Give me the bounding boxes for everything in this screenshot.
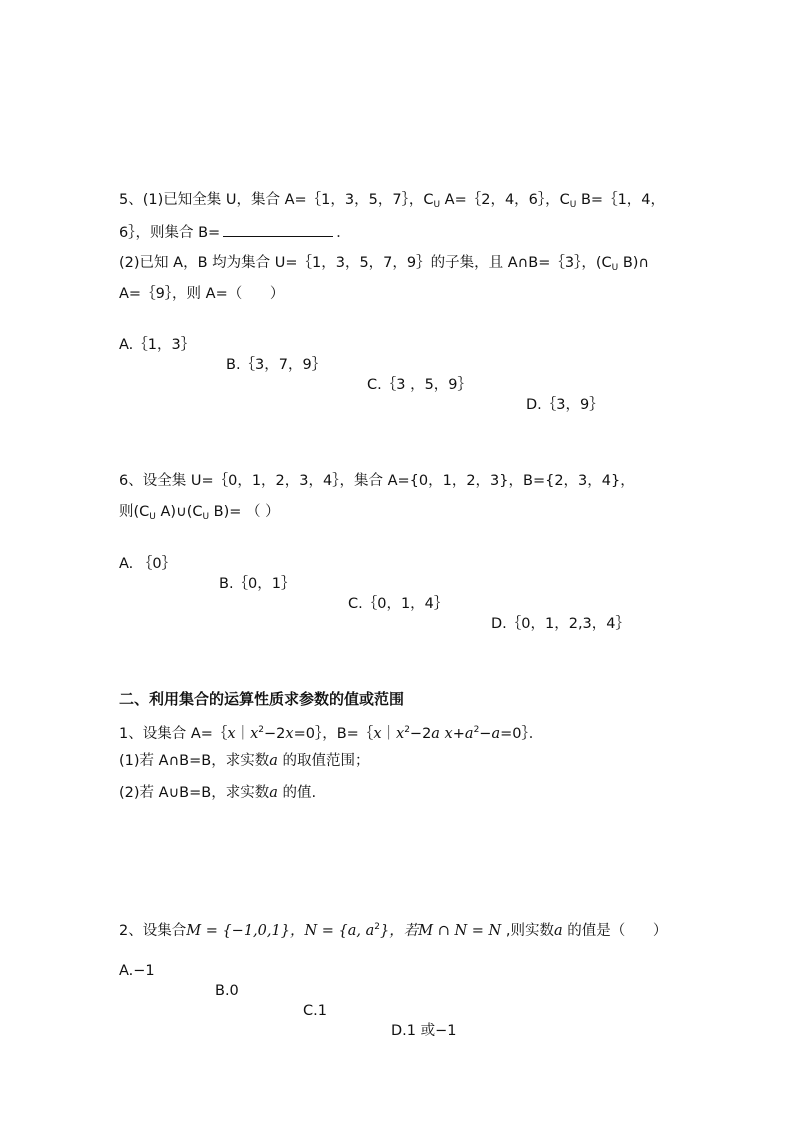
q5-line-1-text: 5、(1)已知全集 U，集合 A=｛1，3，5，7｝，C bbox=[119, 192, 434, 208]
var-a: a bbox=[347, 923, 357, 939]
p2-text: 的值是（ ） bbox=[562, 923, 668, 939]
q5-line-3-text-b: B)∩ bbox=[618, 255, 650, 271]
var-a: a bbox=[365, 923, 375, 939]
q5-line-1 bbox=[119, 190, 665, 215]
p2-text: ∩ bbox=[433, 923, 455, 939]
complement-subscript: U bbox=[202, 512, 210, 522]
var-x: x bbox=[250, 726, 259, 742]
p2-text: ,则实数 bbox=[501, 923, 554, 939]
q5-line-2-text: 6｝，则集合 B= bbox=[119, 225, 221, 241]
q6-option-b[interactable]: B.｛0，1｝ bbox=[219, 576, 296, 592]
p1-text: ｜ bbox=[235, 726, 251, 742]
var-x: x bbox=[396, 726, 405, 742]
p1-text: −2 bbox=[409, 726, 432, 742]
q5-line-4: A=｛9｝，则 A=（ ） bbox=[119, 286, 285, 302]
p2-option-d[interactable]: D.1 或−1 bbox=[391, 1023, 457, 1039]
q5-option-c[interactable]: C.｛3 ，5，9｝ bbox=[367, 377, 473, 393]
q5-line-2-end: ． bbox=[336, 225, 351, 241]
p2-set-m: = {−1,0,1}， bbox=[201, 923, 305, 939]
p2-text: = { bbox=[317, 923, 348, 939]
var-N: N bbox=[304, 923, 318, 939]
q6-option-a[interactable]: A. ｛0｝ bbox=[119, 556, 177, 572]
q5-option-b[interactable]: B.｛3，7，9｝ bbox=[226, 357, 327, 373]
var-M: M bbox=[418, 923, 434, 939]
var-a: a bbox=[431, 726, 440, 742]
p2-text: }，若 bbox=[380, 923, 419, 939]
var-a: a bbox=[553, 923, 563, 939]
p1-text: ｜ bbox=[381, 726, 396, 742]
q6-options bbox=[119, 534, 631, 634]
p1-text: 1、设集合 A=｛ bbox=[119, 726, 228, 742]
complement-subscript: U bbox=[569, 200, 577, 210]
q5-line-1-text-c: B=｛1，4， bbox=[576, 192, 666, 208]
p1-part-1-text-b: 的取值范围； bbox=[277, 753, 370, 769]
p2-text: 2、设集合 bbox=[119, 923, 187, 939]
section-2-title: 二、利用集合的运算性质求参数的值或范围 bbox=[119, 690, 405, 708]
q5-line-1-text-b: A=｛2，4，6｝，C bbox=[440, 192, 570, 208]
p2-options bbox=[119, 941, 457, 1041]
p1-part-1-text: (1)若 A∩B=B，求实数 bbox=[119, 753, 270, 769]
p2-option-c[interactable]: C.1 bbox=[303, 1003, 327, 1019]
var-a: a bbox=[269, 753, 278, 769]
p2-option-a[interactable]: A.−1 bbox=[119, 963, 155, 979]
var-a: a bbox=[269, 785, 278, 801]
var-N: N bbox=[454, 923, 468, 939]
q5-line-3-text: (2)已知 A，B 均为集合 U=｛1，3，5，7，9｝的子集，且 A∩B=｛3｝，(C bbox=[119, 255, 612, 271]
p1-text: =0｝． bbox=[500, 726, 544, 742]
complement-subscript: U bbox=[611, 263, 619, 273]
p1-text: − bbox=[479, 726, 492, 742]
var-N: N bbox=[488, 923, 502, 939]
q5-option-d[interactable]: D.｛3，9｝ bbox=[526, 397, 604, 413]
q5-line-3 bbox=[119, 253, 649, 278]
p2-text: , bbox=[356, 923, 366, 939]
var-x: x bbox=[439, 726, 453, 742]
q6-option-c[interactable]: C.｛0，1，4｝ bbox=[348, 596, 449, 612]
exponent: 2 bbox=[374, 922, 381, 932]
p2-line-1 bbox=[119, 917, 667, 941]
q6-line-2-text-c: B)= （ ） bbox=[209, 504, 280, 520]
var-x: x bbox=[373, 726, 382, 742]
p2-text: = bbox=[467, 923, 489, 939]
q6-line-2-text: 则(C bbox=[119, 504, 150, 520]
var-x: x bbox=[285, 726, 294, 742]
exponent: 2 bbox=[404, 725, 410, 735]
q6-line-1: 6、设全集 U=｛0，1，2，3，4｝，集合 A={0，1，2，3}，B={2，3，4}， bbox=[119, 473, 635, 489]
q5-option-a[interactable]: A.｛1，3｝ bbox=[119, 337, 196, 353]
var-M: M bbox=[186, 923, 202, 939]
p1-part-2-text: (2)若 A∪B=B，求实数 bbox=[119, 785, 270, 801]
var-a: a bbox=[491, 726, 501, 742]
p1-line-2 bbox=[119, 751, 370, 771]
exponent: 2 bbox=[258, 725, 265, 735]
p1-line-1 bbox=[119, 720, 543, 744]
var-a: a bbox=[464, 726, 474, 742]
p1-text: + bbox=[452, 726, 465, 742]
complement-subscript: U bbox=[149, 512, 156, 522]
p1-text: =0｝，B=｛ bbox=[293, 726, 374, 742]
q6-option-d[interactable]: D.｛0，1，2,3，4｝ bbox=[491, 616, 631, 632]
complement-subscript: U bbox=[433, 200, 441, 210]
exponent: 2 bbox=[473, 725, 480, 735]
var-x: x bbox=[227, 726, 236, 742]
p2-option-b[interactable]: B.0 bbox=[215, 983, 239, 999]
q5-options bbox=[119, 315, 604, 415]
p1-text: −2 bbox=[264, 726, 286, 742]
q6-line-2 bbox=[119, 502, 280, 527]
p1-part-2-text-b: 的值. bbox=[277, 785, 317, 801]
q6-line-2-text-b: A)∪(C bbox=[155, 504, 203, 520]
p1-line-3 bbox=[119, 783, 316, 803]
answer-blank[interactable] bbox=[223, 222, 333, 237]
q5-line-2 bbox=[119, 222, 351, 243]
